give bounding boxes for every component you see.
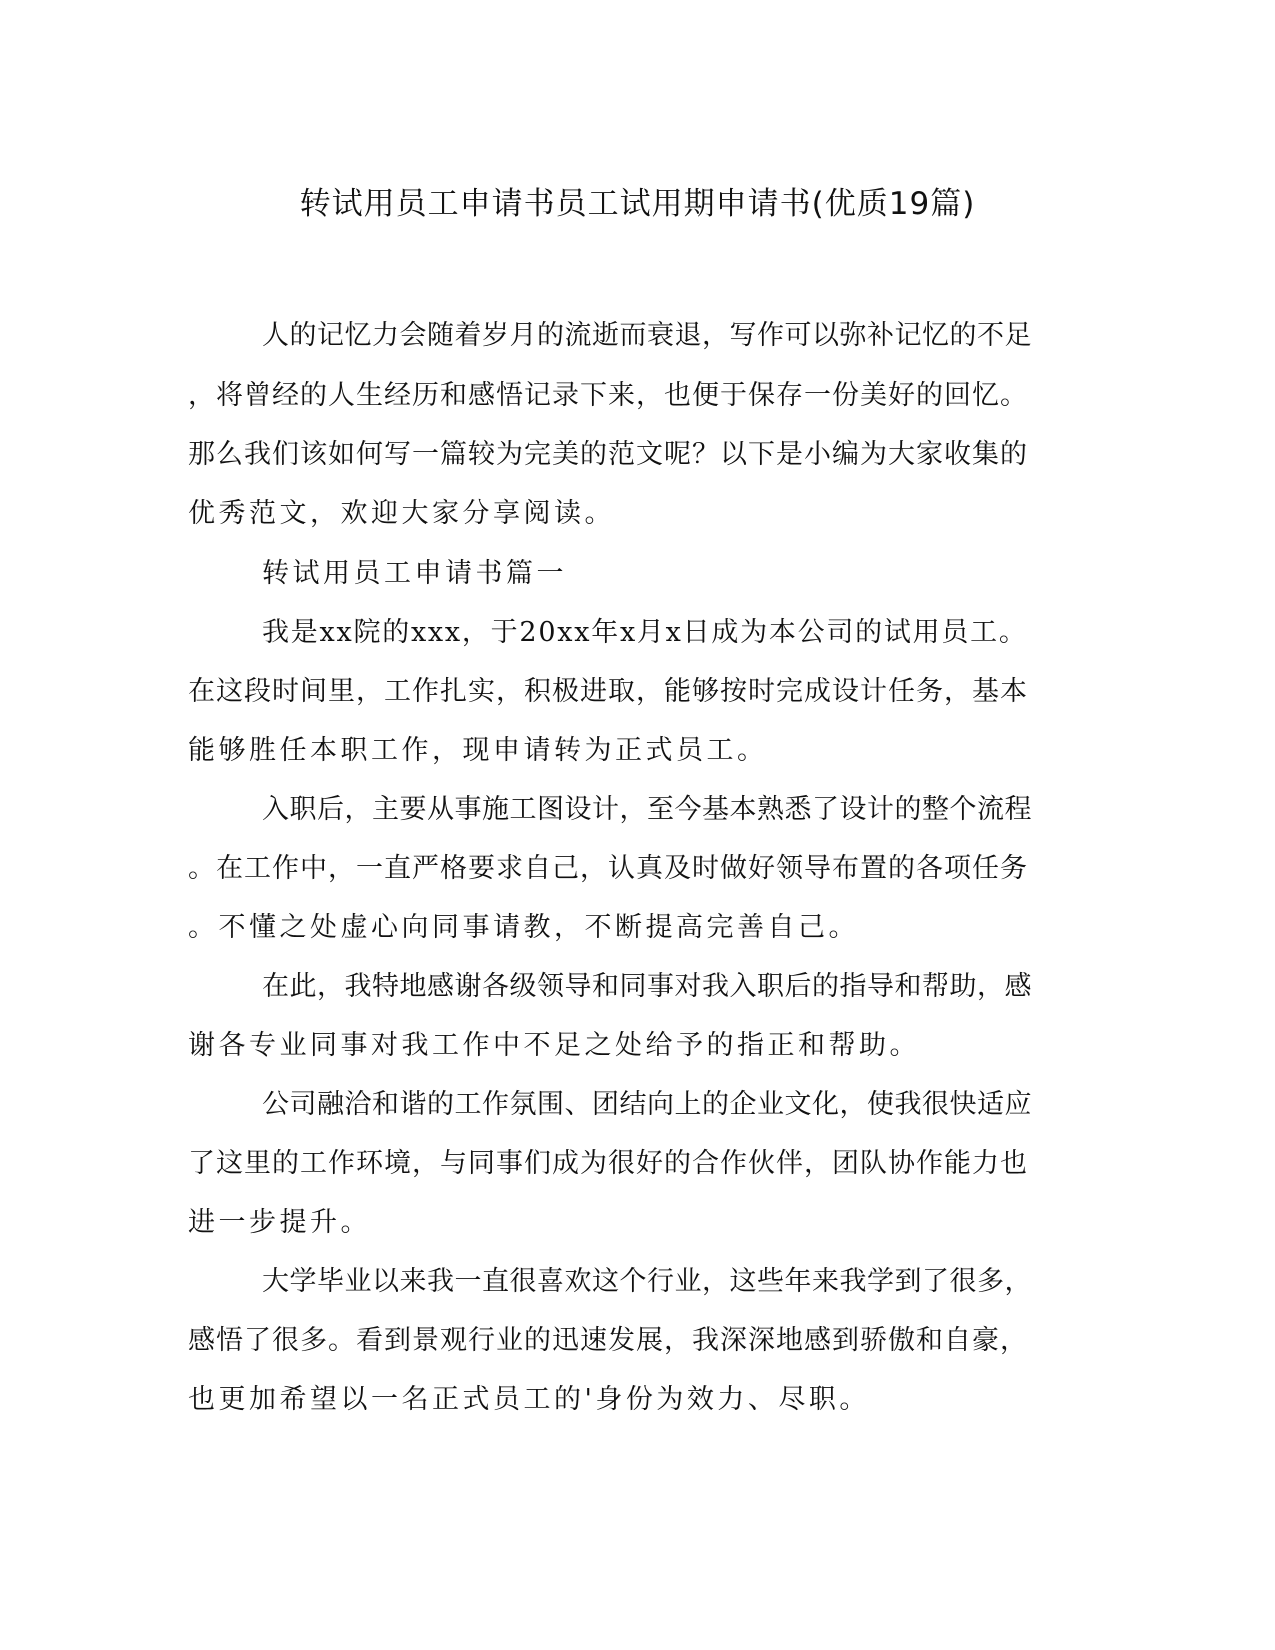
paragraph-line: 感悟了很多。看到景观行业的迅速发展，我深深地感到骄傲和自豪， <box>188 1325 1028 1356</box>
paragraph-line: 在此，我特地感谢各级领导和同事对我入职后的指导和帮助，感 <box>262 971 1032 1002</box>
paragraph-line: 。在工作中，一直严格要求自己，认真及时做好领导布置的各项任务 <box>188 853 1028 884</box>
paragraph-line: 大学毕业以来我一直很喜欢这个行业，这些年来我学到了很多， <box>262 1266 1032 1297</box>
paragraph-line: 。不懂之处虚心向同事请教，不断提高完善自己。 <box>188 912 859 943</box>
paragraph-line: ，将曾经的人生经历和感悟记录下来，也便于保存一份美好的回忆。 <box>188 380 1028 411</box>
paragraph-line: 进一步提升。 <box>188 1207 371 1238</box>
paragraph-line: 那么我们该如何写一篇较为完美的范文呢？以下是小编为大家收集的 <box>188 439 1028 470</box>
paragraph-line: 能够胜任本职工作，现申请转为正式员工。 <box>188 735 768 766</box>
paragraph-line: 优秀范文，欢迎大家分享阅读。 <box>188 498 615 529</box>
document-title: 转试用员工申请书员工试用期申请书(优质19篇) <box>299 186 976 222</box>
paragraph-line: 也更加希望以一名正式员工的'身份为效力、尽职。 <box>188 1384 870 1415</box>
paragraph-line: 在这段时间里，工作扎实，积极进取，能够按时完成设计任务，基本 <box>188 676 1028 707</box>
paragraph-line: 公司融洽和谐的工作氛围、团结向上的企业文化，使我很快适应 <box>262 1089 1032 1120</box>
paragraph-line: 人的记忆力会随着岁月的流逝而衰退，写作可以弥补记忆的不足 <box>262 320 1032 351</box>
section-heading: 转试用员工申请书篇一 <box>262 558 567 589</box>
paragraph-line: 了这里的工作环境，与同事们成为很好的合作伙伴，团队协作能力也 <box>188 1148 1028 1179</box>
paragraph-line: 谢各专业同事对我工作中不足之处给予的指正和帮助。 <box>188 1030 920 1061</box>
paragraph-line: 我是xx院的xxx，于20xx年x月x日成为本公司的试用员工。 <box>262 617 1028 648</box>
paragraph-line: 入职后，主要从事施工图设计，至今基本熟悉了设计的整个流程 <box>262 794 1032 825</box>
